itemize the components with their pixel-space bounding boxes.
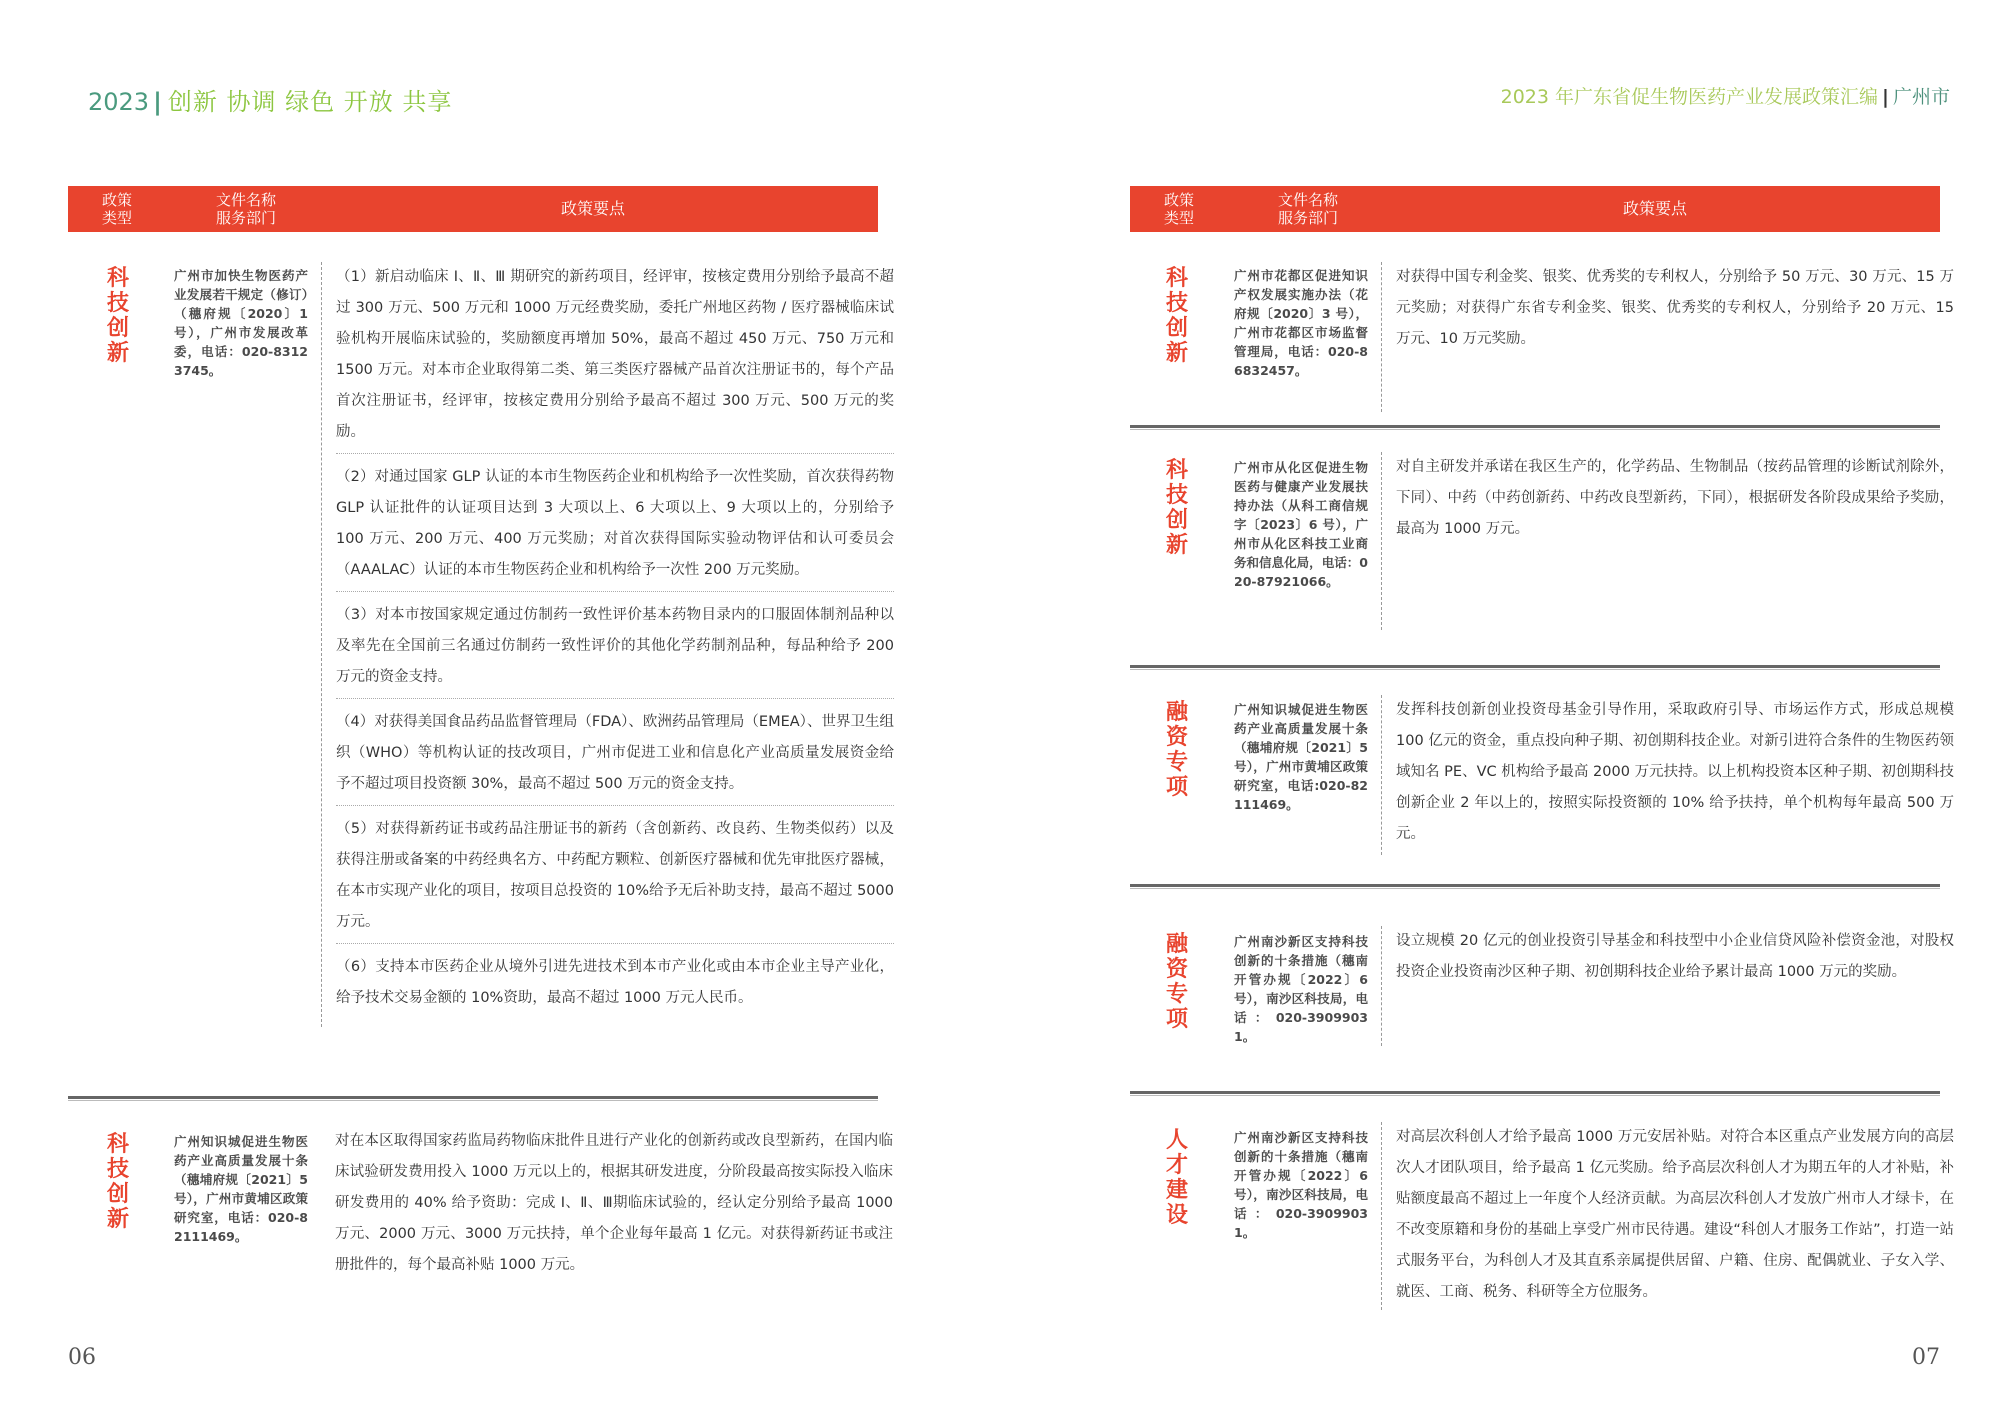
policy-point: 对获得中国专利金奖、银奖、优秀奖的专利权人，分别给予 50 万元、30 万元、15 万元奖励；对获得广东省专利金奖、银奖、优秀奖的专利权人，分别给予 20 万元、15 万元、10 万元奖励。	[1396, 269, 1954, 347]
policy-points-list	[1381, 452, 1954, 630]
policy-type-label: 科技创新	[106, 266, 129, 366]
policy-points-list	[321, 262, 894, 1027]
policy-point: 对在本区取得国家药监局药物临床批件且进行产业化的创新药或改良型新药，在国内临床试验研发费用投入 1000 万元以上的，根据其研发进度，分阶段最高按实际投入临床研发费用的 40% 给予资助：完成 Ⅰ、Ⅱ、Ⅲ期临床试验的，经认定分别给予最高 1000 万元、2000 万元、3000 万元扶持，单个企业每年最高 1 亿元。对获得新药证书或注册批件的，每个最高补贴 1000 万元。	[335, 1133, 893, 1273]
policy-type-label: 人才建设	[1165, 1128, 1188, 1228]
policy-points-list	[1381, 262, 1954, 412]
header-separator: |	[153, 88, 162, 116]
right-running-header	[1501, 82, 1950, 109]
header-city: 广州市	[1892, 86, 1950, 108]
policy-point: 对自主研发并承诺在我区生产的，化学药品、生物制品（按药品管理的诊断试剂除外，下同）、中药（中药创新药、中药改良型新药，下同），根据研发各阶段成果给予奖励，最高为 1000 万元。	[1396, 459, 1954, 537]
col-policy-points-header: 政策要点	[1622, 199, 1687, 218]
policy-point: （2）对通过国家 GLP 认证的本市生物医药企业和机构给予一次性奖励，首次获得药物 GLP 认证批件的认证项目达到 3 大项以上、6 大项以上、9 大项以上的，分别给予 100 万元、200 万元、400 万元奖励；对首次获得国际实验动物评估和认可委员会（AAALAC）认证的本市生物医药企业和机构给予一次性 200 万元奖励。	[336, 462, 894, 592]
document-name: 广州市加快生物医药产业发展若干规定（修订）（穗府规〔2020〕1号），广州市发展改革委，电话：020-83123745。	[174, 268, 308, 378]
left-running-header	[88, 82, 452, 117]
row-divider	[1130, 665, 1940, 668]
row-divider	[1130, 1091, 1940, 1094]
left-table-header	[68, 186, 878, 232]
policy-points-list	[1381, 926, 1954, 1046]
policy-type-label: 融资专项	[1165, 700, 1188, 800]
document-name: 广州市从化区促进生物医药与健康产业发展扶持办法（从科工商信规字〔2023〕6 号），广州市从化区科技工业商务和信息化局，电话：020-87921066。	[1234, 460, 1368, 589]
policy-point: （1）新启动临床 Ⅰ、Ⅱ、Ⅲ 期研究的新药项目，经评审，按核定费用分别给予最高不超过 300 万元、500 万元和 1000 万元经费奖励，委托广州地区药物 / 医疗器械临床试验机构开展临床试验的，奖励额度再增加 50%，最高不超过 450 万元、750 万元和 1500 万元。对本市企业取得第二类、第三类医疗器械产品首次注册证书的，每个产品首次注册证书，经评审，按核定费用分别给予最高不超过 300 万元、500 万元的奖励。	[336, 262, 894, 454]
right-table-header	[1130, 186, 1940, 232]
policy-type-label: 科技创新	[1165, 266, 1188, 366]
document-name: 广州南沙新区支持科技创新的十条措施（穗南开管办规〔2022〕6 号），南沙区科技局，电话：020-39099031。	[1234, 934, 1368, 1044]
policy-point: （5）对获得新药证书或药品注册证书的新药（含创新药、改良药、生物类似药）以及获得注册或备案的中药经典名方、中药配方颗粒、创新医疗器械和优先审批医疗器械，在本市实现产业化的项目，按项目总投资的 10%给予无后补助支持，最高不超过 5000 万元。	[336, 814, 894, 944]
policy-point: 发挥科技创新创业投资母基金引导作用，采取政府引导、市场运作方式，形成总规模 100 亿元的资金，重点投向种子期、初创期科技企业。对新引进符合条件的生物医药领域知名 PE、VC 机构给予最高 2000 万元扶持。以上机构投资本区种子期、初创期科技创新企业 2 年以上的，按照实际投资额的 10% 给予扶持，单个机构每年最高 500 万元。	[1396, 702, 1954, 842]
col-policy-type-header: 政策 类型	[1163, 191, 1194, 227]
policy-type-label: 融资专项	[1165, 932, 1188, 1032]
policy-type-label: 科技创新	[1165, 458, 1188, 558]
page-number-left: 06	[68, 1345, 96, 1370]
col-policy-type-header: 政策 类型	[101, 191, 132, 227]
policy-type-label: 科技创新	[106, 1132, 129, 1232]
document-name: 广州南沙新区支持科技创新的十条措施（穗南开管办规〔2022〕6 号），南沙区科技局，电话：020-39099031。	[1234, 1130, 1368, 1240]
policy-points-list	[1381, 695, 1954, 855]
header-year: 2023	[88, 88, 150, 116]
document-name: 广州知识城促进生物医药产业高质量发展十条（穗埔府规〔2021〕5 号），广州市黄埔区政策研究室，电话:020-82111469。	[1234, 702, 1368, 812]
row-divider	[1130, 884, 1940, 887]
row-divider	[68, 1096, 878, 1099]
page-number-right: 07	[1912, 1345, 1940, 1370]
policy-point: （4）对获得美国食品药品监督管理局（FDA）、欧洲药品管理局（EMEA）、世界卫生组织（WHO）等机构认证的技改项目，广州市促进工业和信息化产业高质量发展资金给予不超过项目投资额 30%，最高不超过 500 万元的资金支持。	[336, 707, 894, 806]
header-separator-right: |	[1882, 86, 1889, 108]
policy-point: （3）对本市按国家规定通过仿制药一致性评价基本药物目录内的口服固体制剂品种以及率先在全国前三名通过仿制药一致性评价的其他化学药制剂品种，每品种给予 200 万元的资金支持。	[336, 600, 894, 699]
policy-point: （6）支持本市医药企业从境外引进先进技术到本市产业化或由本市企业主导产业化，给予技术交易金额的 10%资助，最高不超过 1000 万元人民币。	[336, 959, 894, 1006]
document-name: 广州市花都区促进知识产权发展实施办法（花府规〔2020〕3 号），广州市花都区市场监督管理局，电话：020-86832457。	[1234, 268, 1368, 378]
col-document-header: 文件名称 服务部门	[215, 191, 276, 227]
policy-points-list	[321, 1126, 893, 1312]
policy-point: 设立规模 20 亿元的创业投资引导基金和科技型中小企业信贷风险补偿资金池，对股权投资企业投资南沙区种子期、初创期科技企业给予累计最高 1000 万元的奖励。	[1396, 933, 1954, 980]
policy-points-list	[1381, 1122, 1954, 1310]
header-publication-title: 2023 年广东省促生物医药产业发展政策汇编	[1500, 86, 1879, 108]
col-policy-points-header: 政策要点	[560, 199, 625, 218]
document-name: 广州知识城促进生物医药产业高质量发展十条（穗埔府规〔2021〕5 号），广州市黄埔区政策研究室，电话：020-82111469。	[174, 1134, 308, 1244]
row-divider	[1130, 425, 1940, 428]
col-document-header: 文件名称 服务部门	[1277, 191, 1338, 227]
policy-point: 对高层次科创人才给予最高 1000 万元安居补贴。对符合本区重点产业发展方向的高层次人才团队项目，给予最高 1 亿元奖励。给予高层次科创人才为期五年的人才补贴，补贴额度最高不超过上一年度个人经济贡献。为高层次科创人才发放广州市人才绿卡，在不改变原籍和身份的基础上享受广州市民待遇。建设“科创人才服务工作站”，打造一站式服务平台，为科创人才及其直系亲属提供居留、户籍、住房、配偶就业、子女入学、就医、工商、税务、科研等全方位服务。	[1396, 1129, 1954, 1300]
header-slogan: 创新 协调 绿色 开放 共享	[167, 88, 453, 116]
